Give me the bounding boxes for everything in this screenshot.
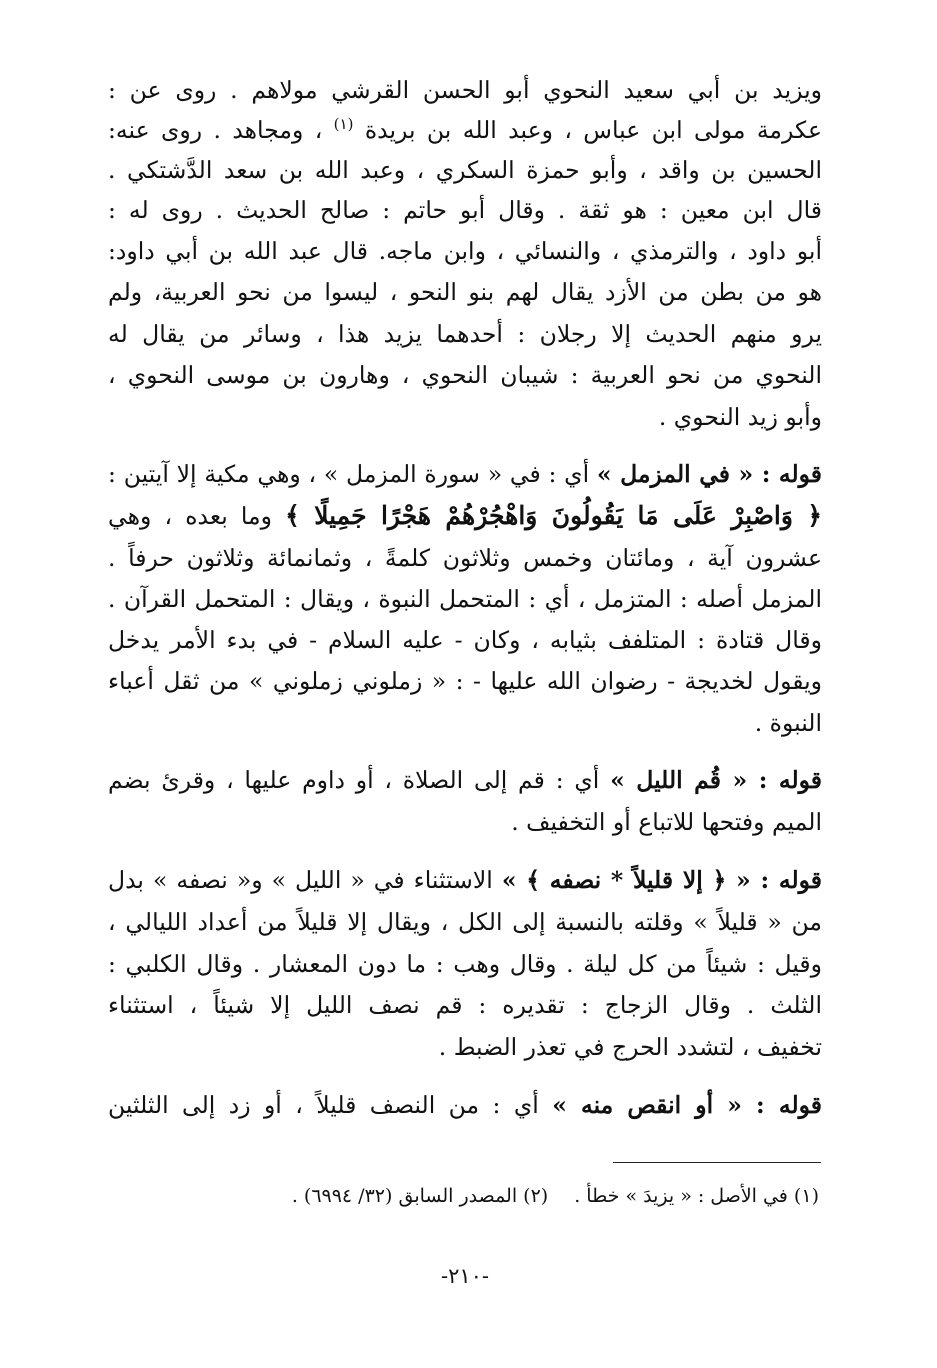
text-line: يرو منهم الحديث إلا رجلان : أحدهما يزيد هذا ، وسائر من يقال له [108,320,822,348]
quran-verse: ﴿ وَاصْبِرْ عَلَى مَا يَقُولُونَ وَاهْجُرْهُمْ هَجْرًا جَمِيلًا ﴾ [285,501,822,530]
footnotes [292,1178,819,1214]
footnote-reference[interactable]: (١) [333,115,354,134]
footnote-divider [613,1162,821,1163]
text-line: وقيل : شيئاً من كل ليلة . وقال وهب : ما دون المعشار . وقال الكلبي : [108,950,822,978]
heading-phrase: قوله : « أو انقص منه » [552,1091,822,1119]
footnote-2: (٢) المصدر السابق (٣٢/ ٦٩٩٤) . [291,1185,549,1207]
text-line: أبو داود ، والترمذي ، والنسائي ، وابن ماجه. قال عبد الله بن أبي داود: [108,237,822,265]
text-line: النبوة . [754,709,822,737]
text-line: النحوي من نحو العربية : شيبان النحوي ، وهارون بن موسى النحوي ، [108,361,822,389]
text-line: قوله : « قُم الليل » أي : قم إلى الصلاة ، أو داوم عليها ، وقرئ بضم [108,766,822,794]
text-line: قال ابن معين : هو ثقة . وقال أبو حاتم : صالح الحديث . روى له : [108,196,822,224]
text-line: الثلث . وقال الزجاج : تقديره : قم نصف الليل إلا شيئاً ، استثناء [108,991,822,1019]
text-line: المزمل أصله : المتزمل ، أي : المتحمل النبوة ، ويقال : المتحمل القرآن . [108,585,822,613]
text-line: من « قليلاً » وقلته بالنسبة إلى الكل ، ويقال إلا قليلاً من أعداد الليالي ، [108,908,822,936]
heading-phrase: قوله : « ﴿ إلا قليلاً * نصفه ﴾ » [501,866,822,894]
heading-phrase: قوله : « في المزمل » [596,460,822,488]
text-line: عشرون آية ، ومائتان وخمس وثلاثون كلمةً ، وثمانمائة وثلاثون حرفاً . [108,544,822,572]
page-number: -٢١٠- [440,1264,490,1288]
text-line: ويزيد بن أبي سعيد النحوي أبو الحسن القرشي مولاهم . روى عن : [108,76,822,104]
heading-phrase: قوله : « قُم الليل » [610,766,822,794]
text-line: ﴿ وَاصْبِرْ عَلَى مَا يَقُولُونَ وَاهْجُرْهُمْ هَجْرًا جَمِيلًا ﴾ وما بعده ، وهي [108,501,822,530]
text-line: هو من بطن من الأزد يقال لهم بنو النحو ، ليسوا من نحو العربية، ولم [108,278,822,306]
text-line: قوله : « أو انقص منه » أي : من النصف قليلاً ، أو زد إلى الثلثين [108,1091,822,1119]
footnote-1: (١) في الأصل : « يزيدَ » خطأ . [574,1185,819,1207]
text-line: الميم وفتحها للاتباع أو التخفيف . [511,808,822,836]
text-line: ويقول لخديجة - رضوان الله عليها - : « زملوني زملوني » من ثقل أعباء [108,667,822,695]
text-line: وأبو زيد النحوي . [658,403,822,431]
text-line: عكرمة مولى ابن عباس ، وعبد الله بن بريدة $^{(١)}$ ، ومجاهد . روى عنه: [108,115,822,144]
text-line: قوله : « في المزمل » أي : في « سورة المزمل » ، وهي مكية إلا آيتين : [108,460,822,488]
text-line: تخفيف ، لتشدد الحرج في تعذر الضبط . [438,1033,822,1061]
text-line: قوله : « ﴿ إلا قليلاً * نصفه ﴾ » الاستثناء في « الليل » و« نصفه » بدل [108,866,822,894]
text-line: وقال قتادة : المتلفف بثيابه ، وكان - عليه السلام - في بدء الأمر يدخل [108,626,822,654]
text-line: الحسين بن واقد ، وأبو حمزة السكري ، وعبد الله بن سعد الدَّشتكي . [108,156,822,184]
